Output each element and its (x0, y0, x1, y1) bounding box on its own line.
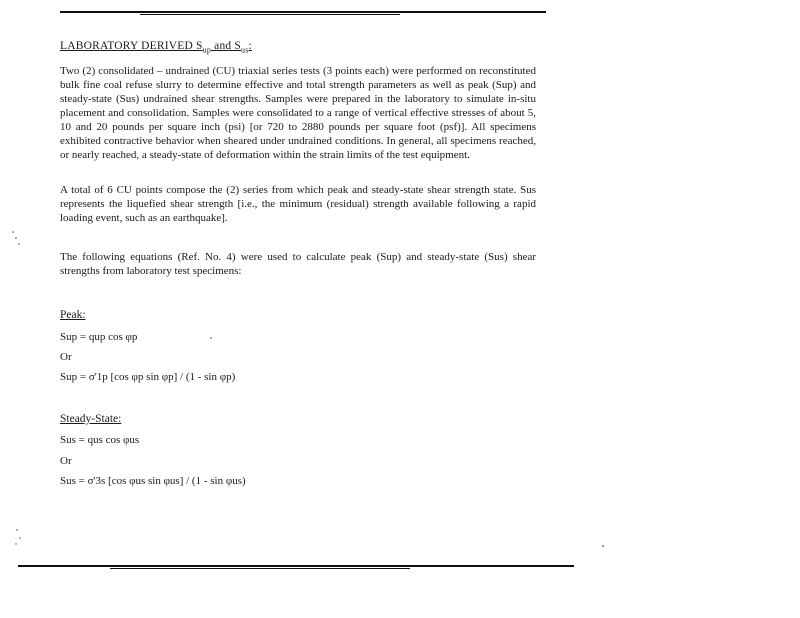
paragraph-2: A total of 6 CU points compose the (2) series from which peak and steady-state shear strength state. Sus represents the liquefied shear strength [i.e., the minimum (residual) strength available following a rapid loading event, such as an earthquake]. (60, 184, 536, 224)
paragraph-1: Two (2) consolidated – undrained (CU) triaxial series tests (3 points each) were performed on reconstituted bulk fine coal refuse slurry to determine effective and total strength parameters as well as peak (Sup) and steady-state (Sus) undrained shear strengths. Samples were prepared in the laboratory to simulate in-situ placement and consolidation. Samples were consolidated to a range of vertical effective stresses of about 5, 10 and 20 pounds per square inch (psi) [or 720 to 2880 pounds per square foot (psf)]. All specimens exhibited contractive behavior when sheared under undrained conditions. In general, all specimens reached, or nearly reached, a steady-state of deformation within the strain limits of the test equipment. (60, 65, 536, 161)
top-rule (60, 11, 546, 13)
top-rule-thin (140, 14, 400, 15)
steady-equation-1: Sus = qus cos φus (60, 434, 140, 446)
peak-equation-2: Sup = σ'1p [cos φp sin φp] / (1 - sin φp) (60, 371, 236, 383)
peak-equation-1: Sup = qup cos φp (60, 331, 138, 343)
bottom-rule-thin (110, 568, 410, 569)
peak-label: Peak: (60, 309, 86, 321)
steady-state-label: Steady-State: (60, 413, 122, 425)
section-heading: LABORATORY DERIVED $S_{up}$ and $S_{us}$: (60, 40, 252, 55)
bottom-rule (18, 565, 574, 567)
steady-equation-2: Sus = σ'3s [cos φus sin φus] / (1 - sin φus) (60, 475, 246, 487)
peak-or: Or (60, 351, 72, 363)
steady-or: Or (60, 455, 72, 467)
paragraph-3: The following equations (Ref. No. 4) were used to calculate peak (Sup) and steady-state (Sus) shear strengths from laboratory test specimens: (60, 251, 536, 277)
